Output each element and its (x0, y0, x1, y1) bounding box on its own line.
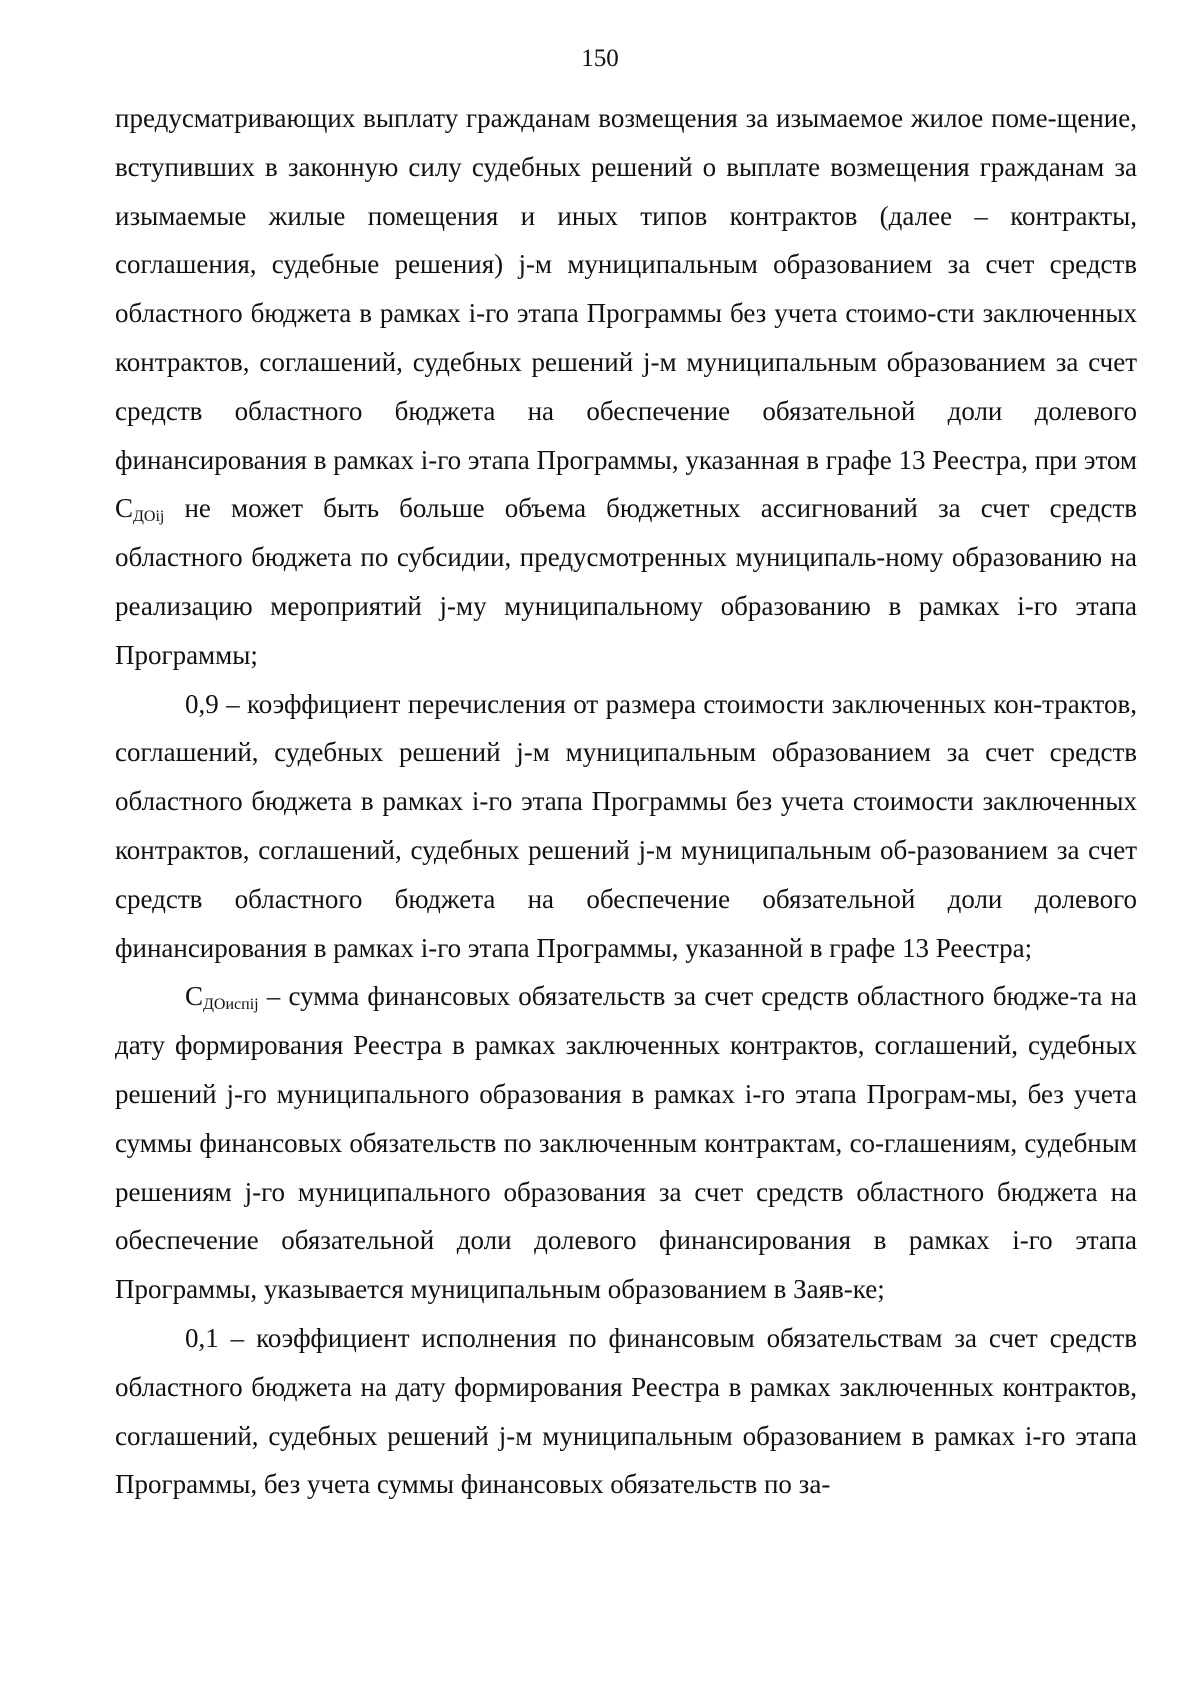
paragraph-3 (115, 972, 1137, 1314)
paragraph-4: 0,1 – коэффициент исполнения по финансовым обязательствам за счет средств областного бюджета на дату формирования Реестра в рамках заключенных контрактов, соглашений, судебных решений j-м муниципальным образованием в рамках i-го этапа Программы, без учета суммы финансовых обязательств по за- (115, 1322, 1137, 1500)
paragraph-2: 0,9 – коэффициент перечисления от размера стоимости заключенных кон-трактов, соглашений, судебных решений j-м муниципальным образованием за счет средств областного бюджета в рамках i-го этапа Программы без учета стоимости заключенных контрактов, соглашений, судебных решений j-м муниципальным об-разованием за счет средств областного бюджета на обеспечение обязательной доли долевого финансирования в рамках i-го этапа Программы, указанной в графе 13 Реестра; (115, 688, 1137, 963)
paragraph-3-text: – сумма финансовых обязательств за счет средств областного бюдже-та на дату формирования Реестра в рамках заключенных контрактов, соглашений, судебных решений j-го муниципального образования в рамках i-го этапа Програм-мы, без учета суммы финансовых обязательств по заключенным контрактам, со-глашениям, судебным решениям j-го муниципального образования за счет средств областного бюджета на обеспечение обязательной доли долевого финансирования в рамках i-го этапа Программы, указывается муниципальным образованием в Заяв-ке; (115, 981, 1137, 1305)
paragraph-3-symbol: С (185, 981, 204, 1012)
page-number: 150 (581, 45, 619, 72)
paragraph-1-symbol-subscript: ДОij (133, 508, 165, 526)
paragraph-1-text-after-symbol: не может быть больше объема бюджетных ассигнований за счет средств областного бюджета по субсидии, предусмотренных муниципаль-ному образованию на реализацию мероприятий j-му муниципальному образованию в рамках i-го этапа Программы; (115, 493, 1137, 670)
paragraph-1 (115, 94, 1137, 680)
document-body (115, 94, 1137, 1509)
paragraph-1-text-before-symbol: предусматривающих выплату гражданам возмещения за изымаемое жилое поме-щение, вступивших в законную силу судебных решений о выплате возмещения гражданам за изымаемые жилые помещения и иных типов контрактов (далее – контракты, соглашения, судебные решения) j-м муниципальным образованием за счет средств областного бюджета в рамках i-го этапа Программы без учета стоимо-сти заключенных контрактов, соглашений, судебных решений j-м муниципальным образованием за счет средств областного бюджета на обеспечение обязательной доли долевого финансирования в рамках i-го этапа Программы, указанная в графе 13 Реестра, при этом С (115, 103, 1137, 524)
paragraph-3-symbol-subscript: ДОиспij (203, 996, 259, 1014)
